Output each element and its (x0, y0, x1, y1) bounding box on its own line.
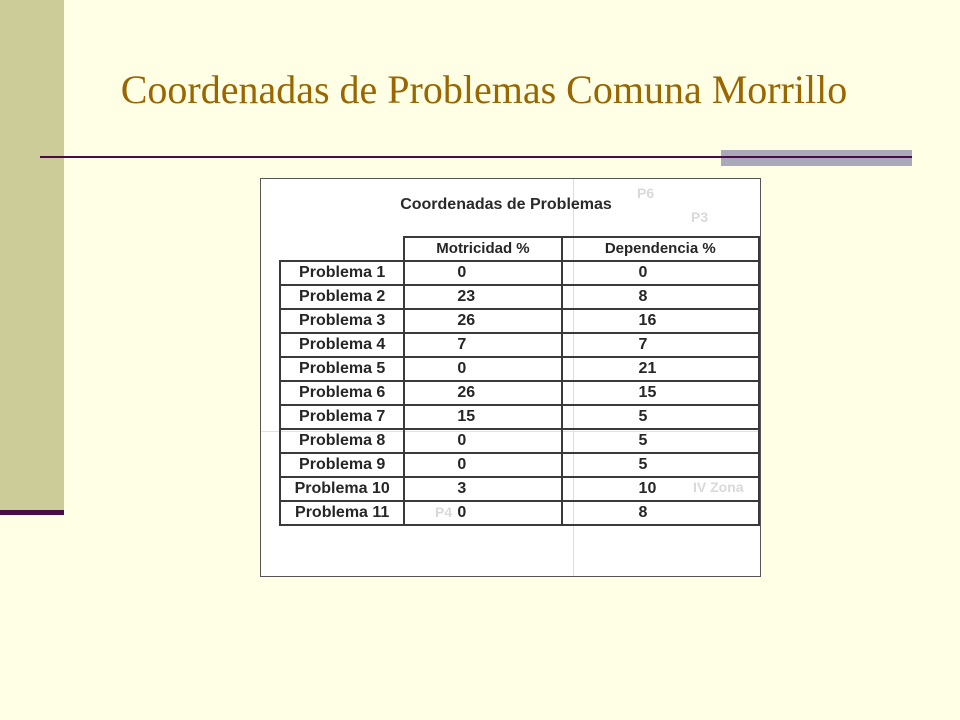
motricidad-value-cell: 0 (404, 261, 561, 285)
dependencia-value-cell: 21 (562, 357, 759, 381)
dependencia-value-cell: 10 (562, 477, 759, 501)
table-row (280, 333, 759, 357)
dependencia-value-cell: 8 (562, 285, 759, 309)
bleed-through-label-p6: P6 (637, 185, 655, 201)
problem-name-cell: Problema 6 (280, 381, 404, 405)
table-row (280, 309, 759, 333)
table-row (280, 453, 759, 477)
bleed-through-label-p4: P4 (435, 504, 453, 520)
dependencia-value-cell: 0 (562, 261, 759, 285)
bleed-through-label-p3: P3 (691, 209, 709, 225)
problem-name-cell: Problema 10 (280, 477, 404, 501)
table-row (280, 285, 759, 309)
motricidad-value-cell: 0 (404, 453, 561, 477)
problem-name-cell: Problema 2 (280, 285, 404, 309)
problem-name-cell: Problema 8 (280, 429, 404, 453)
problem-name-cell: Problema 3 (280, 309, 404, 333)
motricidad-value-cell: 3 (404, 477, 561, 501)
table-row (280, 357, 759, 381)
coordinates-table (279, 236, 760, 526)
table-row (280, 477, 759, 501)
motricidad-value-cell: 26 (404, 381, 561, 405)
slide-title: Coordenadas de Problemas Comuna Morrillo (120, 67, 848, 112)
bleed-through-label-zone: IV Zona (693, 479, 744, 495)
table-row (280, 261, 759, 285)
problem-name-cell: Problema 9 (280, 453, 404, 477)
scanned-table-image (260, 178, 761, 577)
dependencia-value-cell: 8 (562, 501, 759, 525)
motricidad-value-cell: 26 (404, 309, 561, 333)
left-accent-bar (0, 0, 64, 512)
dependencia-value-cell: 15 (562, 381, 759, 405)
header-blank-cell (280, 237, 404, 261)
dependencia-value-cell: 5 (562, 453, 759, 477)
table-row (280, 381, 759, 405)
left-accent-bar-foot (0, 510, 64, 515)
title-underline-accent (721, 150, 912, 166)
motricidad-value-cell: 0 (404, 429, 561, 453)
header-motricidad: Motricidad % (404, 237, 561, 261)
dependencia-value-cell: 5 (562, 405, 759, 429)
dependencia-value-cell: 5 (562, 429, 759, 453)
table-row (280, 501, 759, 525)
table-title: Coordenadas de Problemas (400, 196, 612, 213)
table-row (280, 405, 759, 429)
table-header-row (280, 237, 759, 261)
motricidad-value-cell: 7 (404, 333, 561, 357)
motricidad-value-cell: 23 (404, 285, 561, 309)
problem-name-cell: Problema 5 (280, 357, 404, 381)
motricidad-value-cell: 15 (404, 405, 561, 429)
problem-name-cell: Problema 4 (280, 333, 404, 357)
dependencia-value-cell: 7 (562, 333, 759, 357)
motricidad-value-cell: 0 (404, 357, 561, 381)
problem-name-cell: Problema 7 (280, 405, 404, 429)
table-row (280, 429, 759, 453)
header-dependencia: Dependencia % (562, 237, 759, 261)
problem-name-cell: Problema 1 (280, 261, 404, 285)
problem-name-cell: Problema 11 (280, 501, 404, 525)
motricidad-value-cell: 0 (404, 501, 561, 525)
dependencia-value-cell: 16 (562, 309, 759, 333)
